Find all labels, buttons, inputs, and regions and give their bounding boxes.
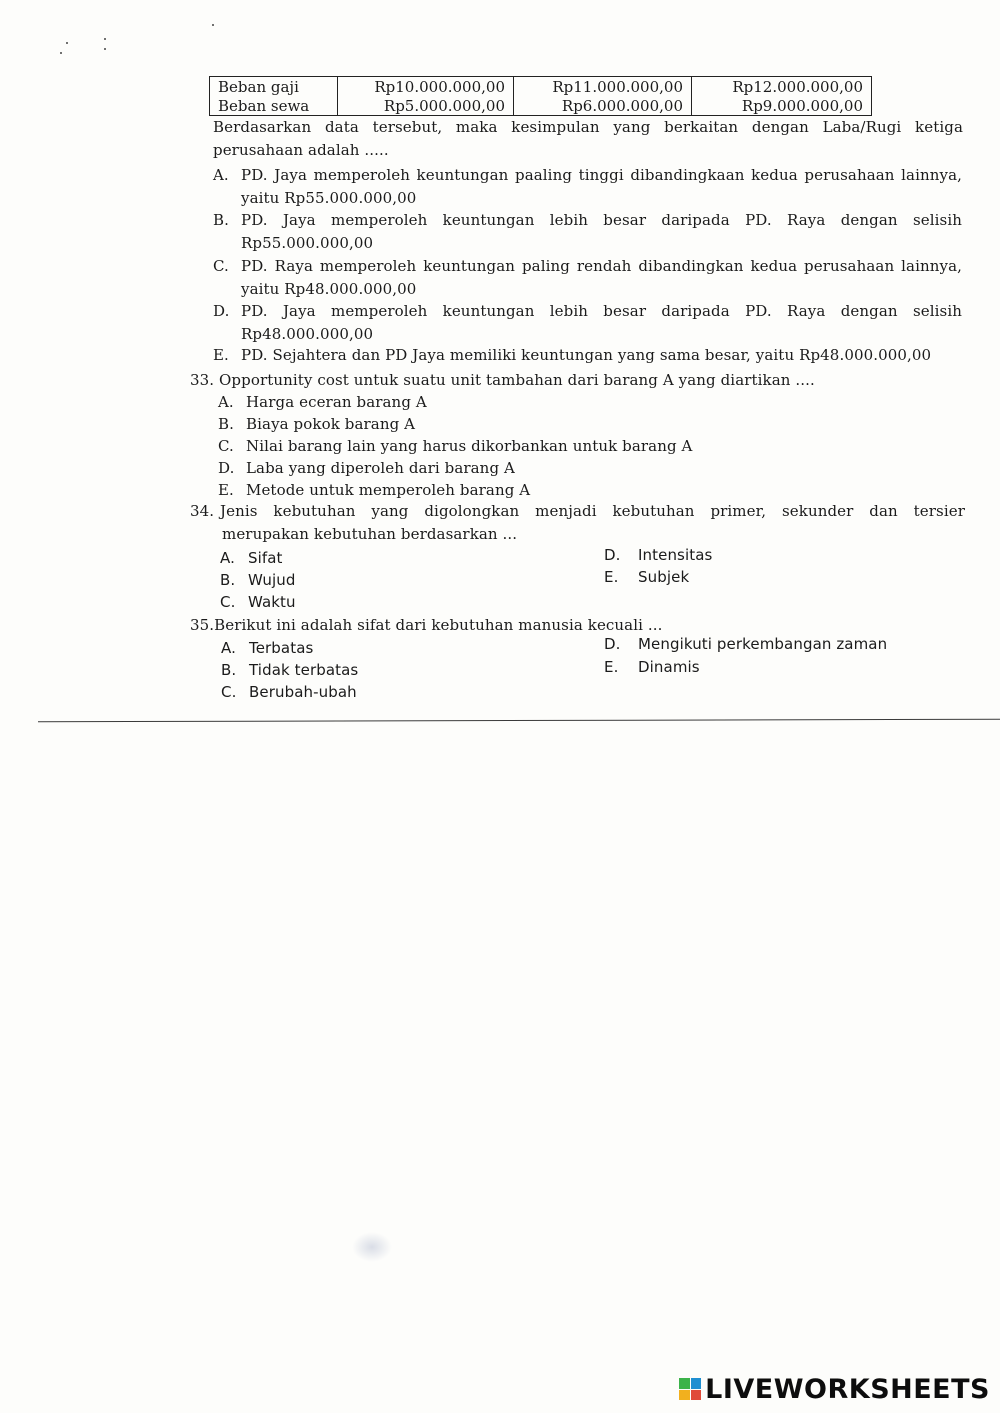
option-text: PD. Sejahtera dan PD Jaya memiliki keuntungan yang sama besar, yaitu Rp48.000.000,00 bbox=[241, 346, 932, 364]
question-text: Berikut ini adalah sifat dari kebutuhan manusia kecuali ... bbox=[214, 616, 663, 634]
option-text: Laba yang diperoleh dari barang A bbox=[246, 459, 515, 477]
q35-option-d[interactable] bbox=[604, 635, 887, 653]
q32-option-e[interactable] bbox=[213, 346, 931, 364]
q35-option-b[interactable] bbox=[221, 661, 358, 679]
q32-option-b-cont: Rp55.000.000,00 bbox=[241, 234, 374, 252]
option-text: Subjek bbox=[638, 568, 690, 586]
option-letter: A. bbox=[221, 639, 236, 657]
table-cell-value: Rp5.000.000,00 bbox=[338, 96, 514, 116]
option-text: Intensitas bbox=[638, 546, 713, 564]
option-text: PD. Raya memperoleh keuntungan paling rendah dibandingkan kedua perusahaan lainnya, bbox=[241, 257, 962, 275]
q32-stem-line2: perusahaan adalah ..... bbox=[213, 141, 389, 159]
scan-speck bbox=[66, 42, 68, 44]
q35-option-e[interactable] bbox=[604, 658, 700, 676]
q33-stem bbox=[190, 371, 815, 389]
option-text: Berubah-ubah bbox=[249, 683, 357, 701]
scan-speck bbox=[60, 52, 62, 54]
q33-option-c[interactable] bbox=[218, 437, 692, 455]
table-cell-value: Rp11.000.000,00 bbox=[514, 77, 692, 97]
scan-speck bbox=[104, 38, 106, 40]
q32-stem-line1: Berdasarkan data tersebut, maka kesimpulan yang berkaitan dengan Laba/Rugi ketiga bbox=[213, 118, 963, 136]
q32-option-a-cont: yaitu Rp55.000.000,00 bbox=[241, 189, 417, 207]
table-cell-value: Rp10.000.000,00 bbox=[338, 77, 514, 97]
q34-option-c[interactable] bbox=[220, 593, 296, 611]
table-cell-value: Rp12.000.000,00 bbox=[692, 77, 872, 97]
option-letter: B. bbox=[218, 415, 234, 433]
q34-stem bbox=[190, 502, 965, 520]
option-text: Mengikuti perkembangan zaman bbox=[638, 635, 888, 653]
option-letter: A. bbox=[218, 393, 234, 411]
option-text: Biaya pokok barang A bbox=[246, 415, 416, 433]
question-number: 33. bbox=[190, 371, 215, 389]
brand-name: LIVEWORKSHEETS bbox=[705, 1373, 990, 1405]
q35-stem bbox=[190, 616, 663, 634]
q33-option-d[interactable] bbox=[218, 459, 515, 477]
option-letter: D. bbox=[604, 635, 621, 653]
option-letter: C. bbox=[221, 683, 237, 701]
scan-smudge bbox=[352, 1232, 392, 1262]
q34-option-a[interactable] bbox=[220, 549, 283, 567]
q34-option-b[interactable] bbox=[220, 571, 296, 589]
table-cell-label: Beban sewa bbox=[210, 96, 338, 116]
question-number: 34. bbox=[190, 502, 215, 520]
option-text: Tidak terbatas bbox=[249, 661, 359, 679]
option-text: Sifat bbox=[248, 549, 283, 567]
option-letter: B. bbox=[220, 571, 236, 589]
q33-option-b[interactable] bbox=[218, 415, 415, 433]
q34-option-e[interactable] bbox=[604, 568, 689, 586]
q34-option-d[interactable] bbox=[604, 546, 712, 564]
liveworksheets-logo[interactable] bbox=[679, 1373, 990, 1405]
option-text: Waktu bbox=[248, 593, 296, 611]
table-cell-value: Rp9.000.000,00 bbox=[692, 96, 872, 116]
table-row bbox=[210, 96, 872, 116]
liveworksheets-icon bbox=[679, 1378, 701, 1400]
option-text: Terbatas bbox=[249, 639, 314, 657]
q33-option-e[interactable] bbox=[218, 481, 530, 499]
option-letter: D. bbox=[218, 459, 235, 477]
option-letter: B. bbox=[221, 661, 237, 679]
scan-speck bbox=[212, 24, 214, 26]
option-letter: D. bbox=[213, 302, 230, 320]
option-letter: C. bbox=[218, 437, 234, 455]
q32-option-a[interactable] bbox=[213, 166, 963, 184]
option-letter: E. bbox=[604, 658, 619, 676]
q35-option-a[interactable] bbox=[221, 639, 313, 657]
q32-option-b[interactable] bbox=[213, 211, 963, 229]
q34-stem-line2: merupakan kebutuhan berdasarkan ... bbox=[222, 525, 518, 543]
expense-table bbox=[209, 76, 872, 116]
q33-option-a[interactable] bbox=[218, 393, 427, 411]
option-letter: B. bbox=[213, 211, 229, 229]
q35-option-c[interactable] bbox=[221, 683, 357, 701]
option-text: Wujud bbox=[248, 571, 296, 589]
page-divider bbox=[38, 719, 1000, 723]
option-text: Nilai barang lain yang harus dikorbankan untuk barang A bbox=[246, 437, 693, 455]
option-text: Metode untuk memperoleh barang A bbox=[246, 481, 531, 499]
option-letter: E. bbox=[218, 481, 234, 499]
option-text: PD. Jaya memperoleh keuntungan paaling tinggi dibandingkaan kedua perusahaan lainnya, bbox=[241, 166, 962, 184]
scan-speck bbox=[104, 48, 106, 50]
option-letter: E. bbox=[213, 346, 229, 364]
question-text: Opportunity cost untuk suatu unit tambahan dari barang A yang diartikan .... bbox=[219, 371, 815, 389]
option-text: Dinamis bbox=[638, 658, 700, 676]
q32-option-c[interactable] bbox=[213, 257, 963, 275]
option-letter: C. bbox=[213, 257, 229, 275]
q32-option-d-cont: Rp48.000.000,00 bbox=[241, 325, 374, 343]
option-text: PD. Jaya memperoleh keuntungan lebih besar daripada PD. Raya dengan selisih bbox=[241, 211, 962, 229]
question-text: Jenis kebutuhan yang digolongkan menjadi kebutuhan primer, sekunder dan tersier bbox=[220, 502, 965, 520]
option-text: Harga eceran barang A bbox=[246, 393, 427, 411]
q32-option-d[interactable] bbox=[213, 302, 963, 320]
option-letter: D. bbox=[604, 546, 621, 564]
option-text: PD. Jaya memperoleh keuntungan lebih besar daripada PD. Raya dengan selisih bbox=[241, 302, 962, 320]
option-letter: E. bbox=[604, 568, 619, 586]
q32-option-c-cont: yaitu Rp48.000.000,00 bbox=[241, 280, 417, 298]
option-letter: A. bbox=[220, 549, 235, 567]
table-row bbox=[210, 77, 872, 97]
option-letter: A. bbox=[213, 166, 229, 184]
option-letter: C. bbox=[220, 593, 236, 611]
table-cell-label: Beban gaji bbox=[210, 77, 338, 97]
question-number: 35. bbox=[190, 616, 215, 634]
table-cell-value: Rp6.000.000,00 bbox=[514, 96, 692, 116]
